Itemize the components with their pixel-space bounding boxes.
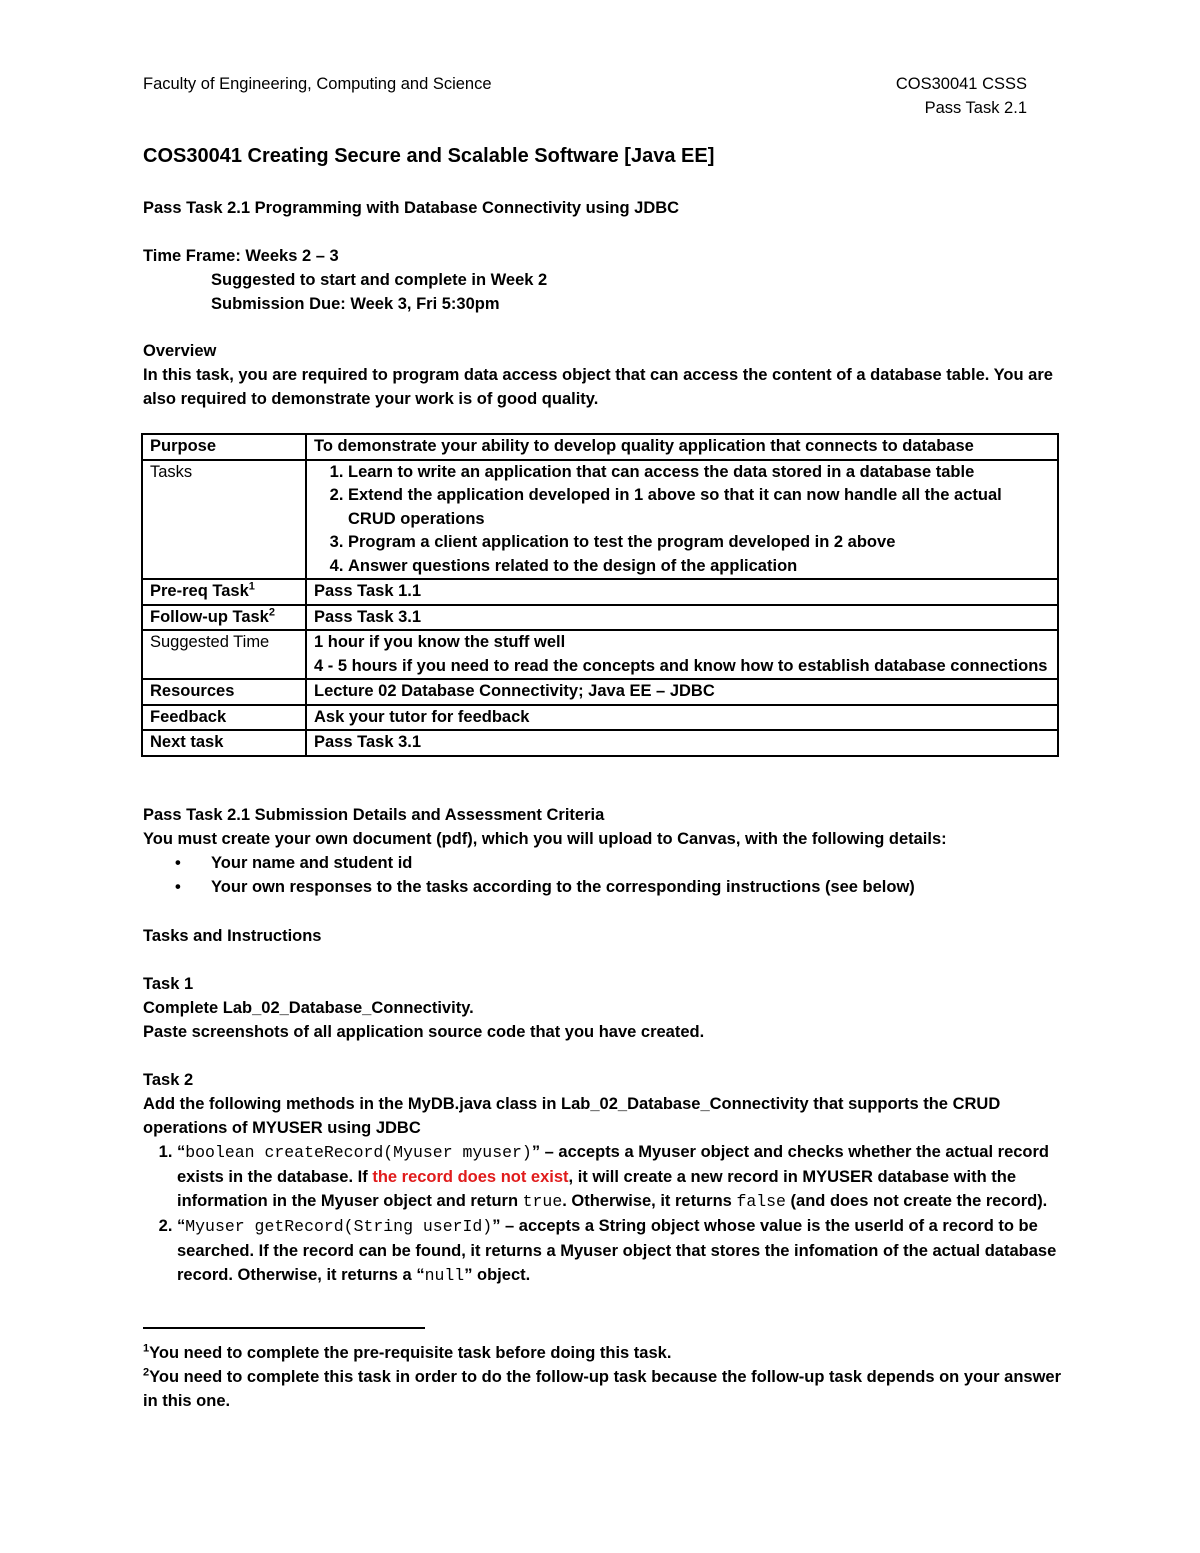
footnote-1 (143, 1341, 1063, 1365)
method1-open-quote: “ (177, 1143, 186, 1161)
overview-section (143, 339, 1063, 411)
table-row (142, 705, 1058, 731)
list-item: 4. Answer questions related to the design of the application (348, 555, 1050, 579)
footnote-1-mark: 1 (143, 1342, 150, 1355)
prereq-label (142, 579, 306, 605)
method1-highlight: the record does not exist (372, 1168, 569, 1186)
task-info-table (141, 433, 1059, 757)
list-item (177, 1214, 1063, 1288)
submission-bullets (143, 851, 1063, 899)
document-subtitle: Pass Task 2.1 Programming with Database Connectivity using JDBC (143, 199, 680, 217)
method1-text-b: , it will create a new record in MYUSER database with the information in the Myuser object and return (177, 1168, 1016, 1210)
task1-section (143, 972, 1063, 1044)
timeframe-due: Submission Due: Week 3, Fri 5:30pm (211, 295, 500, 313)
task2-intro: Add the following methods in the MyDB.java class in Lab_02_Database_Connectivity that supports the CRUD operations of MYUSER using JDBC (143, 1095, 1001, 1137)
table-row (142, 434, 1058, 460)
header-task-label: Pass Task 2.1 (924, 99, 1027, 117)
suggested-time-line2: 4 - 5 hours if you need to read the concepts and know how to establish database connections (314, 656, 1048, 675)
list-item: 1. Learn to write an application that can access the data stored in a database table (348, 461, 1050, 485)
timeframe (143, 244, 1063, 316)
overview-text: In this task, you are required to program data access object that can access the content of a database table. You are also required to demonstrate your work is of good quality. (143, 366, 1053, 408)
list-item: 2. Extend the application developed in 1 above so that it can now handle all the actual CRUD operations (348, 484, 1050, 531)
footnote-ref-1: 1 (248, 580, 255, 593)
followup-value: Pass Task 3.1 (306, 605, 1058, 631)
resources-value: Lecture 02 Database Connectivity; Java EE – JDBC (306, 679, 1058, 705)
resources-label: Resources (142, 679, 306, 705)
purpose-value: To demonstrate your ability to develop quality application that connects to database (306, 434, 1058, 460)
task2-heading: Task 2 (143, 1071, 194, 1089)
table-row (142, 630, 1058, 679)
task2-section (143, 1068, 1063, 1288)
method1-true: true (522, 1192, 563, 1211)
followup-label (142, 605, 306, 631)
tasks-value (306, 460, 1058, 580)
table-row (142, 605, 1058, 631)
list-item (177, 1140, 1063, 1214)
method2-text-b: ” object. (464, 1266, 531, 1284)
overview-heading: Overview (143, 342, 217, 360)
header-faculty: Faculty of Engineering, Computing and Science (143, 75, 492, 93)
method2-text-a: ” – accepts a String object whose value is the userId of a record to be searched. If the record can be found, it returns a Myuser object that stores the infomation of the actual database record. Otherwise, it returns a “ (177, 1217, 1057, 1284)
suggested-time-line1: 1 hour if you know the stuff well (314, 633, 566, 651)
method1-text-a: ” – accepts a Myuser object and checks whether the actual record exists in the database. If (177, 1143, 1050, 1186)
next-task-label: Next task (142, 730, 306, 756)
header-course-code: COS30041 CSSS (895, 75, 1027, 93)
footnote-divider (143, 1327, 425, 1329)
timeframe-label: Time Frame: Weeks 2 – 3 (143, 247, 339, 265)
task1-line1: Complete Lab_02_Database_Connectivity. (143, 999, 474, 1017)
task1-line2: Paste screenshots of all application source code that you have created. (143, 1023, 705, 1041)
tasks-instructions-heading: Tasks and Instructions (143, 927, 322, 945)
table-row (142, 730, 1058, 756)
table-row (142, 679, 1058, 705)
followup-label-text: Follow-up Task (150, 607, 269, 626)
table-row (142, 460, 1058, 580)
method1-text-c: . Otherwise, it returns (562, 1192, 737, 1210)
tasks-label: Tasks (142, 460, 306, 580)
submission-intro: You must create your own document (pdf), which you will upload to Canvas, with the following details: (143, 830, 947, 848)
document-title: COS30041 Creating Secure and Scalable Software [Java EE] (143, 145, 715, 167)
method1-signature: boolean createRecord(Myuser myuser) (185, 1143, 532, 1162)
footnote-2 (143, 1365, 1063, 1413)
footnote-2-mark: 2 (143, 1366, 150, 1379)
list-item: • Your name and student id (211, 851, 1063, 875)
prereq-label-text: Pre-req Task (150, 582, 249, 600)
method1-false: false (736, 1192, 786, 1211)
prereq-value: Pass Task 1.1 (306, 579, 1058, 605)
tasks-list (314, 461, 1050, 579)
next-task-value: Pass Task 3.1 (306, 730, 1058, 756)
footnote-1-text: You need to complete the pre-requisite task before doing this task. (149, 1344, 672, 1362)
suggested-time-label: Suggested Time (142, 630, 306, 679)
list-item: • Your own responses to the tasks according to the corresponding instructions (see below) (211, 875, 1063, 899)
suggested-time-value (306, 630, 1058, 679)
timeframe-suggested: Suggested to start and complete in Week 2 (211, 271, 548, 289)
submission-heading: Pass Task 2.1 Submission Details and Assessment Criteria (143, 806, 605, 824)
feedback-label: Feedback (142, 705, 306, 731)
footnotes (143, 1341, 1063, 1413)
method1-text-d: (and does not create the record). (785, 1192, 1048, 1210)
footnote-ref-2: 2 (268, 606, 275, 618)
method2-null: null (424, 1266, 465, 1285)
purpose-label: Purpose (142, 434, 306, 460)
method2-signature: Myuser getRecord(String userId) (185, 1217, 493, 1236)
submission-section (143, 803, 1063, 899)
footnote-2-text: You need to complete this task in order to do the follow-up task because the follow-up task depends on your answer in this one. (143, 1368, 1062, 1410)
method2-open-quote: “ (177, 1217, 186, 1235)
header-right (896, 72, 1027, 120)
task1-heading: Task 1 (143, 975, 194, 993)
feedback-value: Ask your tutor for feedback (306, 705, 1058, 731)
list-item: 3. Program a client application to test the program developed in 2 above (348, 531, 1050, 555)
table-row (142, 579, 1058, 605)
task2-method-list (143, 1140, 1063, 1288)
